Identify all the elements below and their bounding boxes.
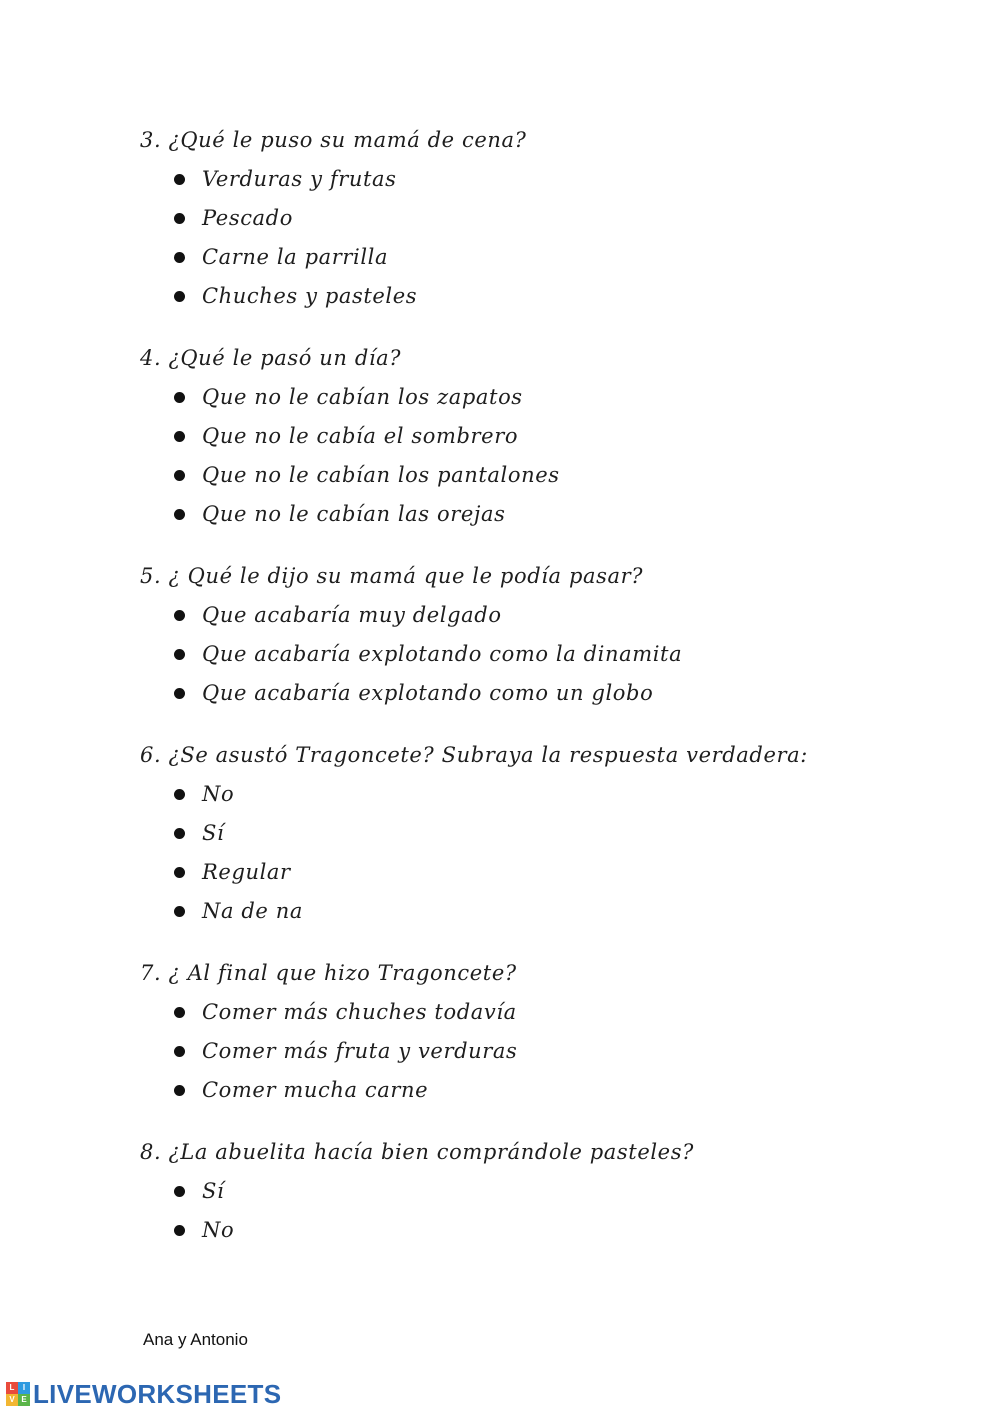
question-4-options (140, 383, 980, 528)
bullet-icon (174, 867, 185, 878)
bullet-icon (174, 252, 185, 263)
option[interactable] (140, 998, 980, 1026)
option-label: No (202, 782, 235, 806)
option-label: Sí (202, 1179, 225, 1203)
option[interactable] (140, 897, 980, 925)
option[interactable] (140, 601, 980, 629)
option-label: Que acabaría explotando como un globo (202, 681, 654, 705)
bullet-icon (174, 1186, 185, 1197)
option[interactable] (140, 461, 980, 489)
option-label: Comer mucha carne (202, 1078, 429, 1102)
question-8-text: 8. ¿La abuelita hacía bien comprándole pasteles? (140, 1140, 694, 1164)
liveworksheets-icon (6, 1382, 30, 1406)
authors-credit: Ana y Antonio (143, 1330, 248, 1349)
bullet-icon (174, 1046, 185, 1057)
option-label: No (202, 1218, 235, 1242)
question-8 (140, 1138, 980, 1255)
option-label: Chuches y pasteles (202, 284, 418, 308)
bullet-icon (174, 392, 185, 403)
option[interactable] (140, 1177, 980, 1205)
option-label: Que acabaría muy delgado (202, 603, 502, 627)
bullet-icon (174, 1007, 185, 1018)
question-5 (140, 562, 980, 718)
liveworksheets-wordmark: LIVEWORKSHEETS (33, 1379, 282, 1409)
question-5-options (140, 601, 980, 707)
logo-square: E (18, 1394, 30, 1406)
option-label: Regular (202, 860, 291, 884)
bullet-icon (174, 789, 185, 800)
option-label: Pescado (202, 206, 293, 230)
question-7-text: 7. ¿ Al final que hizo Tragoncete? (140, 961, 517, 985)
bullet-icon (174, 828, 185, 839)
bullet-icon (174, 213, 185, 224)
bullet-icon (174, 509, 185, 520)
option-label: Que no le cabían los pantalones (202, 463, 560, 487)
option[interactable] (140, 383, 980, 411)
liveworksheets-logo[interactable] (6, 1379, 281, 1409)
option[interactable] (140, 500, 980, 528)
bullet-icon (174, 470, 185, 481)
option-label: Que no le cabían los zapatos (202, 385, 523, 409)
option[interactable] (140, 282, 980, 310)
question-8-options (140, 1177, 980, 1244)
logo-square: V (6, 1394, 18, 1406)
bullet-icon (174, 649, 185, 660)
bullet-icon (174, 431, 185, 442)
option[interactable] (140, 780, 980, 808)
option[interactable] (140, 1216, 980, 1244)
logo-square: I (18, 1382, 30, 1394)
option[interactable] (140, 819, 980, 847)
option-label: Que no le cabía el sombrero (202, 424, 519, 448)
option-label: Verduras y frutas (202, 167, 397, 191)
bullet-icon (174, 688, 185, 699)
bullet-icon (174, 174, 185, 185)
question-6-text: 6. ¿Se asustó Tragoncete? Subraya la respuesta verdadera: (140, 743, 808, 767)
question-3-text: 3. ¿Qué le puso su mamá de cena? (140, 128, 527, 152)
question-4-text: 4. ¿Qué le pasó un día? (140, 346, 402, 370)
option[interactable] (140, 165, 980, 193)
option-label: Carne la parrilla (202, 245, 389, 269)
option[interactable] (140, 1037, 980, 1065)
bullet-icon (174, 1225, 185, 1236)
bullet-icon (174, 610, 185, 621)
option[interactable] (140, 858, 980, 886)
option[interactable] (140, 422, 980, 450)
question-5-text: 5. ¿ Qué le dijo su mamá que le podía pasar? (140, 564, 644, 588)
option[interactable] (140, 204, 980, 232)
question-3 (140, 126, 980, 321)
question-7 (140, 959, 980, 1115)
question-7-options (140, 998, 980, 1104)
option-label: Na de na (202, 899, 303, 923)
bullet-icon (174, 1085, 185, 1096)
option[interactable] (140, 243, 980, 271)
bullet-icon (174, 906, 185, 917)
bullet-icon (174, 291, 185, 302)
option[interactable] (140, 679, 980, 707)
logo-square: L (6, 1382, 18, 1394)
option-label: Comer más chuches todavía (202, 1000, 517, 1024)
question-6-options (140, 780, 980, 925)
question-4 (140, 344, 980, 539)
option-label: Que acabaría explotando como la dinamita (202, 642, 683, 666)
option-label: Que no le cabían las orejas (202, 502, 506, 526)
option-label: Sí (202, 821, 225, 845)
option[interactable] (140, 640, 980, 668)
option[interactable] (140, 1076, 980, 1104)
question-3-options (140, 165, 980, 310)
question-6 (140, 741, 980, 936)
option-label: Comer más fruta y verduras (202, 1039, 518, 1063)
